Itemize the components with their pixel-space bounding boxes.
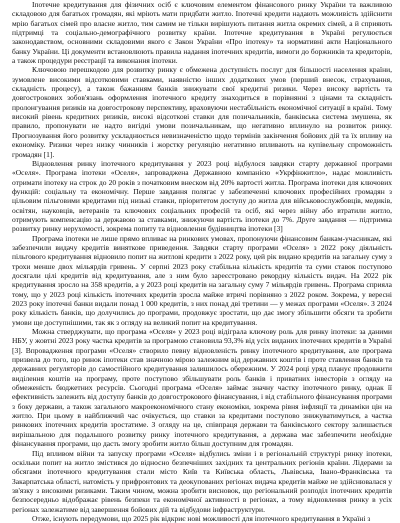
- paragraph-2: Ключовою перешкодою для розвитку ринку є обмежена доступність послуг для більшості населення країни, зумовлене високими відсотковими ставками, наявністю інших додаткових умов (перший внесок, страхування, складність процесу), а також бажанням банків знижувати свої кредитні ризики. Через високу вартість та довгострокових зобов'язань оформлення іпотечного кредиту знаходиться в порівнянні з цінами та складність пролонгування ризиків на довгострокову перспективу, враховуючи нестабільність економічної ситуації в країні. Тому високий рівень кредитних ризиків, високі відсоткові ставки для позичальників, банківська система змушена, як правило, пропонувати не надто вигідні умови позичальникам, що негативно вплинуло на розвиток ринку. Прогнозування його розвитку ускладнюється невизначеністю щодо термінів закінчення бойових дій та їх впливу на економіку. Ризики через низку чинників і жорстку регуляцію негативно впливають на купівельну спроможність громадян [1].: [12, 65, 392, 159]
- paragraph-7: Отже, існують передумови, що 2025 рік відкриє нові можливості для іпотечного кредитування в Україні з: [32, 513, 371, 523]
- paragraph-6: Під впливом війни та запуску програми «Оселя» відбулись зміни і в регіональній структурі ринку іпотеки, оскільки попит на житло змістився до відносно безпечніших західних та центральних регіонів країни. Лідерами за обсягами іпотечного кредитування стали місто Київ та Київська область, Львівська, Івано-Франківська та Закарпатська області, натомість у прифронтових та деокупованих регіонах видача кредитів майже не здійснювалася у зв'язку з високими ризиками. Таким чином, можна зробити висновок, що регіональний розподіл іпотечних кредитів безпосередньо відображає рівень безпеки та економічної активності в регіонах, а тому відновлення ринку в усіх регіонах залежатиме від завершення бойових дій та відбудови інфраструктури.: [12, 448, 392, 514]
- paragraph-3: Відновлення ринку іпотечного кредитування у 2023 році відбулося завдяки старту державної програми «Оселя». Програма іпотеки «Оселя», запроваджена Державною компанією «Укрфінжитло», надає можливість отримати іпотеку на строк до 20 років з початковим внеском від 20% вартості житла. Програма іпотеки для ключових функцій: соціальну та економічну. Перше завдання полягає у забезпеченні ключових професійних громадян з цільовим пільговими кредитами під низькі ставки, пріоритетом доступу до житла для військовослужбовців, медиків, освітян, науковців, ветеранів та ключових соціальних професій та осіб, які через війну або втратили житло, отримують компенсацію за державою за ставками, знижуючи вартість іпотеки до 7%. Друге завдання — підтримка розвитку ринку нерухомості, зокрема попиту та відновлення будівництва іпотеки [3]: [12, 158, 392, 234]
- paragraph-5: Можна стверджувати, що програма «Оселя» у 2023 році відіграла ключову роль для ринку іпотеки: за даними НБУ, у жовтні 2023 року частка кредитів за програмою становила 93,3% від усіх виданих іпотечних кредитів в Україні [3]. Впровадження програми «Оселя» створило певну відновленість ринку іпотечного кредитування, але програма призвела до того, що ринок іпотеки став значною мірою залежним від державних коштів і проте ставлення банків та державних регуляторів до самостійного кредитування залишилось обережним. У 2024 році уряд планує продовжити виділення коштів на програму, проте поступово збільшувати роль банків і приватних інвесторів з огляду на обмеженість бюджетних ресурсів. Сьогодні програма «Оселя» займає значну частку іпотечного ринку, однак її ефективність залежить від доступу банків до довгострокового фінансування, і від стабільного фінансування програми з боку держави, а також загального макроекономічного стану економіки, зокрема рівня інфляції та динаміки цін на житло. При цьому в найближчий час очікується, що ставки за кредитами поступово знижуватимуться, а частка ринкових іпотечних кредитів зростатиме. З огляду на це, співпраця держави та банківського сектору залишається вирішальною для подальшого розвитку ринку іпотечного кредитування, а держава має забезпечити необхідне фінансування програми, що дасть змогу зробити житло більш доступним для громадян.: [12, 327, 392, 449]
- paragraph-4: Програма іпотеки не лише прямо впливає на ринкових умовах, пропонуючи фінансовим банкам-учасникам, які забезпечили видачу кредитів виняткове приведення. Завдяки старту програми «Оселя» з 2022 року діяльність пільгового кредитування відновило попит на житлові кредити з 2022 року, цей рік видано кредитів на загальну суму з трохи менше двох мільярдів гривень. У серпні 2023 року стабільна кількість кредитів та суми ставок поступово досягали цілі кредитів від кредитування, але з ним було зареєстровано рекордну кількість видач. На 2022 рік кредитування зросло на 358 кредитів, а у 2023 році кредитів на загальну суму 7 мільярдів гривень. Програма сприяла тому, що у 2023 році кількість іпотечних кредитів зросла майже втричі порівняно з 2022 роком. Зокрема, у вересні 2023 року іпотечні банки видали понад 1 000 кредитів, з них понад дві третини — у межах програми «Оселя». З 2024 року кількість банків, що долучились до програми, продовжує зростати, що дає змогу збільшити обсяги та зробити умови ще доступнішими, так як з огляду на великий попит на кредитування.: [12, 233, 392, 327]
- paragraph-1: Іпотечне кредитування для фізичних осіб є ключовим елементом фінансового ринку України та важливою складовою для багатьох громадян, які мріють мати придбати житло. Іпотечні кредити надають можливість здійснити мрію багатьох сімей про власне житло, тим самим не тільки вирішують питання житла окремих сімей, а й сприяють підтримці та соціально-демографічного розвитку країни. Іпотечне кредитування в Україні регулюється законодавством, основними складовими якого є Закон України «Про іпотеку» та нормативні акти Національного банку України. Ці документи встановлюють правила надання іпотечних кредитів, вимоги до боржників та кредиторів, а також процедури реєстрації та виконання іпотеки.: [12, 0, 392, 66]
